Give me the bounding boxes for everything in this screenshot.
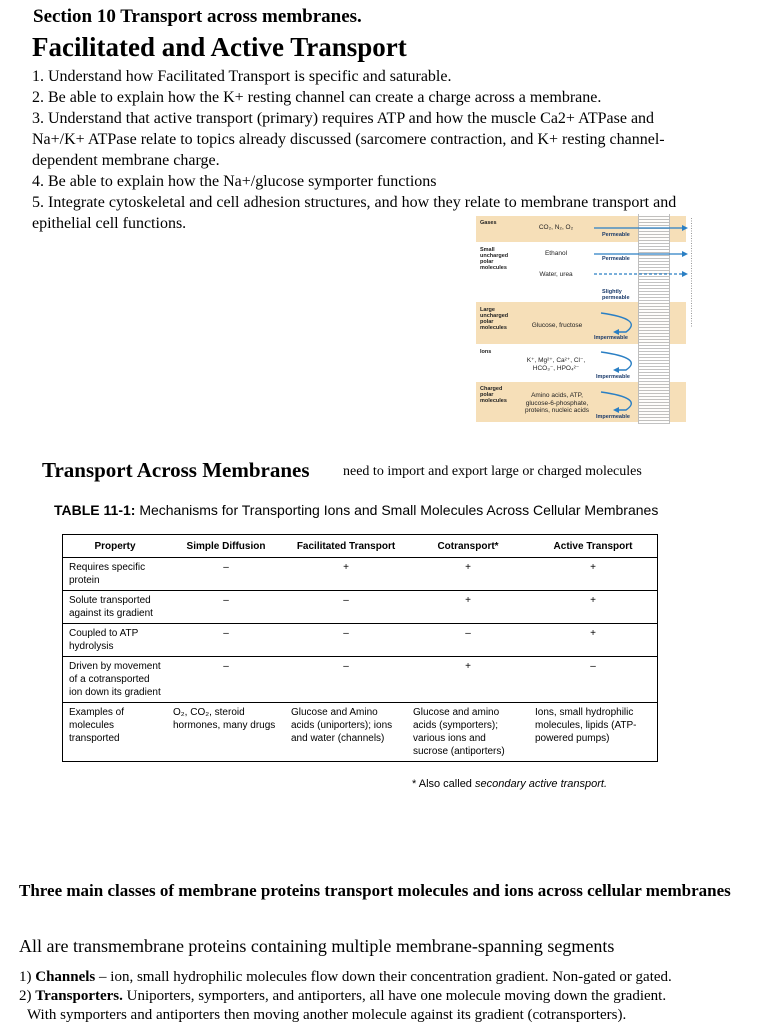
- objective-2: 2. Be able to explain how the K+ resting channel can create a charge across a membrane.: [32, 89, 602, 106]
- cell-value: +: [529, 624, 658, 657]
- list-num: 2): [19, 988, 36, 1004]
- arrowhead-1: [682, 225, 688, 231]
- transport-note: need to import and export large or charged molecules: [343, 464, 642, 479]
- table-header-row: [63, 535, 658, 558]
- table-row: [63, 591, 658, 624]
- header-active: Active Transport: [529, 535, 658, 558]
- cell-value: +: [529, 591, 658, 624]
- header-facilitated: Facilitated Transport: [285, 535, 407, 558]
- arrow-bounce-1: [601, 313, 631, 332]
- fig-label-large-polar: Large uncharged polar molecules: [480, 307, 509, 331]
- table-caption-text: Mechanisms for Transporting Ions and Small Molecules Across Cellular Membranes: [135, 502, 659, 518]
- list-term-channels: Channels: [35, 969, 96, 985]
- fig-status-3: Slightly permeable: [602, 289, 630, 301]
- list-item: [19, 968, 759, 987]
- arrow-bounce-2: [601, 352, 631, 370]
- cell-value: –: [167, 558, 285, 591]
- fig-status-5: Impermeable: [596, 374, 630, 380]
- fig-mol-gases: CO₂, N₂, O₂: [538, 224, 574, 231]
- table-row: [63, 624, 658, 657]
- fig-label-ions: Ions: [480, 349, 492, 355]
- three-classes-heading: Three main classes of membrane proteins transport molecules and ions across cellular membranes: [19, 881, 731, 900]
- cell-value: –: [285, 657, 407, 703]
- cell-property: Solute transported against its gradient: [63, 591, 168, 624]
- header-cotransport: Cotransport*: [407, 535, 529, 558]
- cell-value: –: [285, 591, 407, 624]
- header-property: Property: [63, 535, 168, 558]
- arrowhead-3: [682, 271, 688, 277]
- fig-mol-water: Water, urea: [539, 271, 573, 278]
- fig-status-4: Impermeable: [594, 335, 628, 341]
- protein-class-list: [19, 968, 759, 1025]
- cell-value: +: [407, 591, 529, 624]
- cell-value: –: [167, 591, 285, 624]
- arrow-bounce-3: [601, 392, 631, 410]
- cell-value: +: [529, 558, 658, 591]
- table-caption-bold: TABLE 11-1:: [54, 502, 136, 518]
- cell-property: Requires specific protein: [63, 558, 168, 591]
- objective-4: 4. Be able to explain how the Na+/glucose symporter functions: [32, 173, 437, 190]
- fig-label-small-polar: Small uncharged polar molecules: [480, 247, 509, 271]
- all-are-statement: All are transmembrane proteins containing multiple membrane-spanning segments: [19, 936, 615, 956]
- footnote-italic: secondary active transport.: [474, 778, 608, 790]
- fig-status-1: Permeable: [602, 232, 630, 238]
- page-title: Facilitated and Active Transport: [32, 32, 407, 62]
- fig-arrows: [476, 214, 691, 424]
- cell-value: –: [407, 624, 529, 657]
- list-text: – ion, small hydrophilic molecules flow down their concentration gradient. Non-gated or gated.: [95, 969, 672, 985]
- arrowhead-4: [613, 329, 619, 335]
- table-footnote: [412, 778, 607, 791]
- fig-status-6: Impermeable: [596, 414, 630, 420]
- table-row: [63, 657, 658, 703]
- table-row: [63, 703, 658, 762]
- cell-value: –: [167, 624, 285, 657]
- cell-value: O₂, CO₂, steroid hormones, many drugs: [167, 703, 285, 762]
- figure-credit-mark: [689, 218, 694, 328]
- list-continuation: With symporters and antiporters then moving another molecule against its gradient (cotransporters).: [27, 1007, 627, 1023]
- cell-value: +: [407, 558, 529, 591]
- footnote-text: * Also called: [412, 778, 475, 790]
- fig-mol-glucose: Glucose, fructose: [531, 322, 583, 329]
- objective-3: 3. Understand that active transport (primary) requires ATP and how the muscle Ca2+ ATPase and Na+/K+ ATPase relate to topics already discussed (sarcomere contraction, and K+ resting channel-dependent membrane charge.: [32, 110, 665, 169]
- permeability-figure: [476, 214, 696, 424]
- cell-property: Coupled to ATP hydrolysis: [63, 624, 168, 657]
- objective-1: 1. Understand how Facilitated Transport is specific and saturable.: [32, 68, 452, 85]
- arrowhead-5: [613, 367, 619, 373]
- cell-value: –: [167, 657, 285, 703]
- table-caption: [54, 502, 658, 518]
- list-item: [19, 987, 759, 1006]
- fig-mol-charged: Amino acids, ATP, glucose-6-phosphate, proteins, nucleic acids: [525, 392, 589, 414]
- cell-value: –: [285, 624, 407, 657]
- objective-5: 5. Integrate cytoskeletal and cell adhesion structures, and how they relate to membrane transport and epithelial cell functions.: [32, 194, 677, 232]
- fig-label-gases: Gases: [480, 220, 497, 226]
- table-row: [63, 558, 658, 591]
- section-title: Section 10 Transport across membranes.: [33, 6, 362, 27]
- cell-value: +: [285, 558, 407, 591]
- cell-value: Ions, small hydrophilic molecules, lipids (ATP-powered pumps): [529, 703, 658, 762]
- arrowhead-2: [682, 251, 688, 257]
- fig-status-2: Permeable: [602, 256, 630, 262]
- cell-property: Driven by movement of a cotransported ion down its gradient: [63, 657, 168, 703]
- transport-heading: Transport Across Membranes: [42, 458, 310, 482]
- list-term-transporters: Transporters.: [35, 988, 123, 1004]
- cell-value: Glucose and amino acids (symporters); various ions and sucrose (antiporters): [407, 703, 529, 762]
- learning-objectives: [32, 66, 702, 234]
- fig-label-charged: Charged polar molecules: [480, 386, 507, 404]
- cell-value: –: [529, 657, 658, 703]
- list-num: 1): [19, 969, 36, 985]
- cell-property: Examples of molecules transported: [63, 703, 168, 762]
- fig-mol-ions: K⁺, Mg²⁺, Ca²⁺, Cl⁻, HCO₃⁻, HPO₄²⁻: [526, 357, 586, 372]
- fig-mol-ethanol: Ethanol: [544, 250, 568, 257]
- cell-value: +: [407, 657, 529, 703]
- transport-mechanisms-table: [62, 534, 658, 762]
- arrowhead-6: [613, 407, 619, 413]
- list-text: Uniporters, symporters, and antiporters, all have one molecule moving down the gradient.: [122, 988, 667, 1004]
- cell-value: Glucose and Amino acids (uniporters); ions and water (channels): [285, 703, 407, 762]
- header-simple-diffusion: Simple Diffusion: [167, 535, 285, 558]
